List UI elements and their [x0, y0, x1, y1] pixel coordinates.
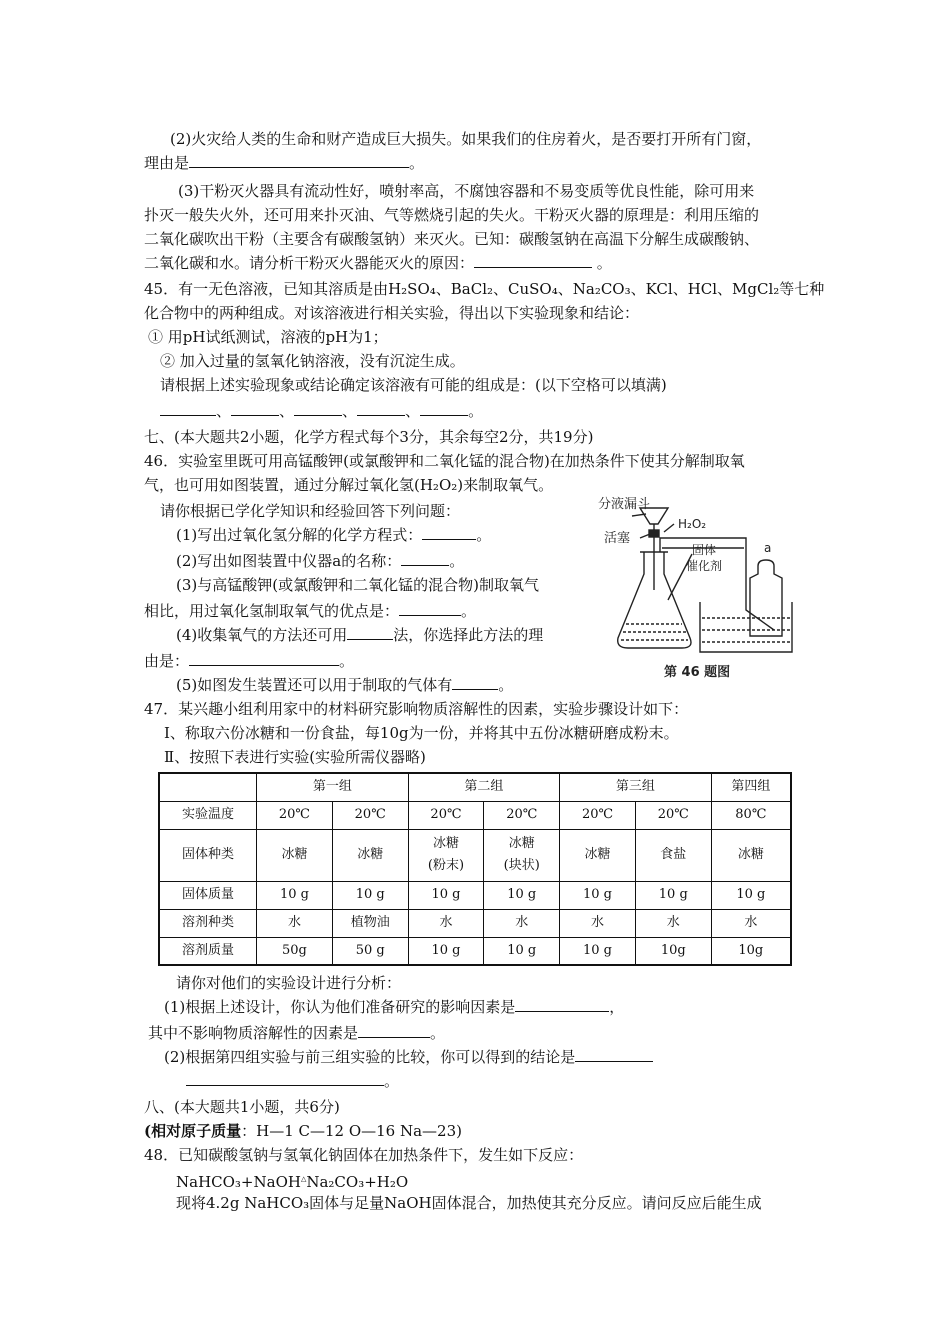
table-cell: 50 g — [332, 937, 408, 965]
table-cell: 20℃ — [257, 801, 333, 829]
answer-blank[interactable] — [189, 650, 339, 666]
q47-a2-line2: 。 — [186, 1070, 399, 1092]
q45-line3: 请根据上述实验现象或结论确定该溶液有可能的组成是：(以下空格可以填满) — [160, 376, 667, 394]
table-cell: 冰糖 — [257, 829, 333, 881]
table-corner — [159, 773, 257, 801]
section-8-heading: 八、(本大题共1小题，共6分) — [144, 1098, 340, 1116]
answer-blank[interactable] — [189, 152, 409, 168]
row-label: 固体种类 — [159, 829, 257, 881]
table-cell: 10g — [711, 937, 791, 965]
q46-s5: (5)如图发生装置还可以用于制取的气体有 。 — [176, 676, 514, 694]
q45-item2: ② 加入过量的氢氧化钠溶液，没有沉淀生成。 — [160, 352, 465, 370]
table-cell: 20℃ — [408, 801, 484, 829]
table-cell: 10 g — [332, 881, 408, 909]
q46-s2: (2)写出如图装置中仪器a的名称： 。 — [176, 552, 465, 570]
q47-a2: (2)根据第四组实验与前三组实验的比较，你可以得到的结论是 — [164, 1046, 653, 1068]
q47-step2: Ⅱ、按照下表进行实验(实验所需仪器略) — [164, 748, 426, 766]
q46-s3-line2: 相比，用过氧化氢制取氧气的优点是： 。 — [144, 602, 477, 620]
q44-p3-line4: 二氧化碳和水。请分析干粉灭火器能灭火的原因： 。 — [144, 254, 612, 272]
q46-line3: 请你根据已学化学知识和经验回答下列问题： — [160, 502, 461, 520]
table-cell: 水 — [635, 909, 711, 937]
answer-blank[interactable] — [515, 996, 609, 1012]
table-cell: 10 g — [408, 881, 484, 909]
q47-line1: 47．某兴趣小组利用家中的材料研究影响物质溶解性的因素，实验步骤设计如下： — [144, 700, 689, 718]
table-cell: 水 — [257, 909, 333, 937]
table-cell: 10 g — [408, 937, 484, 965]
valve-icon — [649, 530, 659, 537]
label-catalyst-2: 催化剂 — [686, 559, 723, 573]
row-label: 固体质量 — [159, 881, 257, 909]
figure-caption: 第 46 题图 — [664, 665, 731, 680]
table-cell: 10 g — [257, 881, 333, 909]
answer-blank[interactable] — [575, 1046, 653, 1062]
q44-p3-line2: 扑灭一般失火外，还可用来扑灭油、气等燃烧引起的失火。干粉灭火器的原理是：利用压缩的 — [144, 206, 760, 224]
q46-s4-line1: (4)收集氧气的方法还可用 法，你选择此方法的理 — [176, 626, 544, 644]
table-cell: 冰糖 — [560, 829, 636, 881]
table-cell: 水 — [711, 909, 791, 937]
q45-line2: 化合物中的两种组成。对该溶液进行相关实验，得出以下实验现象和结论： — [144, 304, 640, 322]
apparatus-figure — [596, 490, 816, 682]
table-cell: 10 g — [484, 937, 560, 965]
table-cell: 冰糖 — [332, 829, 408, 881]
q46-s1: (1)写出过氧化氢分解的化学方程式： 。 — [176, 526, 492, 544]
table-cell: 10 g — [484, 881, 560, 909]
row-label: 实验温度 — [159, 801, 257, 829]
answer-blank[interactable] — [401, 550, 449, 566]
table-cell: 食盐 — [635, 829, 711, 881]
q44-p3-line3: 二氧化碳吹出干粉（主要含有碳酸氢钠）来灭火。已知：碳酸氢钠在高温下分解生成碳酸钠、 — [144, 230, 760, 248]
table-cell: 冰糖 — [711, 829, 791, 881]
answer-blank[interactable] — [422, 524, 476, 540]
q44-p2-line2: 理由是 。 — [144, 154, 425, 172]
answer-blank[interactable] — [160, 400, 216, 416]
q48-line2: 现将4.2g NaHCO₃固体与足量NaOH固体混合，加热使其充分反应。请问反应后能生成 — [176, 1194, 762, 1212]
label-funnel: 分液漏斗 — [598, 497, 651, 512]
experiment-table — [158, 772, 792, 966]
answer-blank[interactable] — [474, 252, 592, 268]
table-cell: 20℃ — [560, 801, 636, 829]
q47-a1-line2: 其中不影响物质溶解性的因素是 。 — [148, 1024, 446, 1042]
table-cell: 冰糖 (块状) — [484, 829, 560, 881]
row-label: 溶剂种类 — [159, 909, 257, 937]
table-row — [159, 881, 791, 909]
answer-blank[interactable] — [294, 400, 342, 416]
q46-line2: 气，也可用如图装置，通过分解过氧化氢(H₂O₂)来制取氧气。 — [144, 476, 554, 494]
table-cell: 10 g — [560, 937, 636, 965]
table-cell: 20℃ — [635, 801, 711, 829]
answer-blank[interactable] — [420, 400, 468, 416]
answer-blank[interactable] — [399, 600, 461, 616]
answer-blank[interactable] — [231, 400, 279, 416]
q45-blanks: 、 、 、 、 。 — [160, 400, 483, 422]
group-header: 第四组 — [711, 773, 791, 801]
q46-s3-line1: (3)与高锰酸钾(或氯酸钾和二氧化锰的混合物)制取氧气 — [176, 576, 539, 594]
table-cell: 10 g — [560, 881, 636, 909]
group-header: 第三组 — [560, 773, 712, 801]
group-header: 第二组 — [408, 773, 560, 801]
label-valve: 活塞 — [604, 531, 631, 546]
table-row — [159, 829, 791, 881]
table-cell: 20℃ — [332, 801, 408, 829]
q44-p3-line1: (3)干粉灭火器具有流动性好，喷射率高，不腐蚀容器和不易变质等优良性能，除可用来 — [178, 182, 755, 200]
answer-blank[interactable] — [347, 624, 393, 640]
q46-s4-line2: 由是： 。 — [144, 652, 355, 670]
table-row — [159, 801, 791, 829]
table-cell: 水 — [484, 909, 560, 937]
q47-step1: Ⅰ、称取六份冰糖和一份食盐，每10g为一份，并将其中五份冰糖研磨成粉末。 — [164, 724, 679, 742]
label-h2o2: H₂O₂ — [678, 517, 707, 531]
label-a: a — [764, 541, 772, 555]
table-cell: 10 g — [635, 881, 711, 909]
q45-line1: 45．有一无色溶液，已知其溶质是由H₂SO₄、BaCl₂、CuSO₄、Na₂CO₃、KCl、HCl、MgCl₂等七种 — [144, 280, 825, 298]
group-header: 第一组 — [257, 773, 409, 801]
table-cell: 水 — [408, 909, 484, 937]
table-row — [159, 937, 791, 965]
table-header-row — [159, 773, 791, 801]
answer-blank[interactable] — [357, 400, 405, 416]
table-cell: 10g — [635, 937, 711, 965]
table-row — [159, 909, 791, 937]
table-cell: 20℃ — [484, 801, 560, 829]
table-cell: 80℃ — [711, 801, 791, 829]
answer-blank[interactable] — [452, 674, 498, 690]
section-7-heading: 七、(本大题共2小题，化学方程式每个3分，其余每空2分，共19分) — [144, 428, 594, 446]
answer-blank[interactable] — [186, 1070, 384, 1086]
table-cell: 10 g — [711, 881, 791, 909]
q45-item1: ① 用pH试纸测试，溶液的pH为1； — [148, 328, 388, 346]
table-cell: 植物油 — [332, 909, 408, 937]
table-cell: 冰糖 (粉末) — [408, 829, 484, 881]
row-label: 溶剂质量 — [159, 937, 257, 965]
answer-blank[interactable] — [358, 1022, 430, 1038]
label-catalyst-1: 固体 — [692, 543, 717, 557]
q47-a1-line1: (1)根据上述设计，你认为他们准备研究的影响因素是 ， — [164, 998, 625, 1016]
oxygen-apparatus-diagram — [596, 490, 816, 682]
q48-equation: NaHCO₃+NaOH△Na₂CO₃+H₂O — [176, 1173, 409, 1191]
q46-line1: 46．实验室里既可用高锰酸钾(或氯酸钾和二氧化锰的混合物)在加热条件下使其分解制取氧 — [144, 452, 745, 470]
table-cell: 水 — [560, 909, 636, 937]
atomic-mass-line: (相对原子质量：H—1 C—12 O—16 Na—23) — [144, 1122, 462, 1140]
q48-line1: 48．已知碳酸氢钠与氢氧化钠固体在加热条件下，发生如下反应： — [144, 1146, 584, 1164]
q47-analysis: 请你对他们的实验设计进行分析： — [176, 974, 402, 992]
table-cell: 50g — [257, 937, 333, 965]
q44-p2-line1: (2)火灾给人类的生命和财产造成巨大损失。如果我们的住房着火，是否要打开所有门窗， — [170, 130, 762, 148]
